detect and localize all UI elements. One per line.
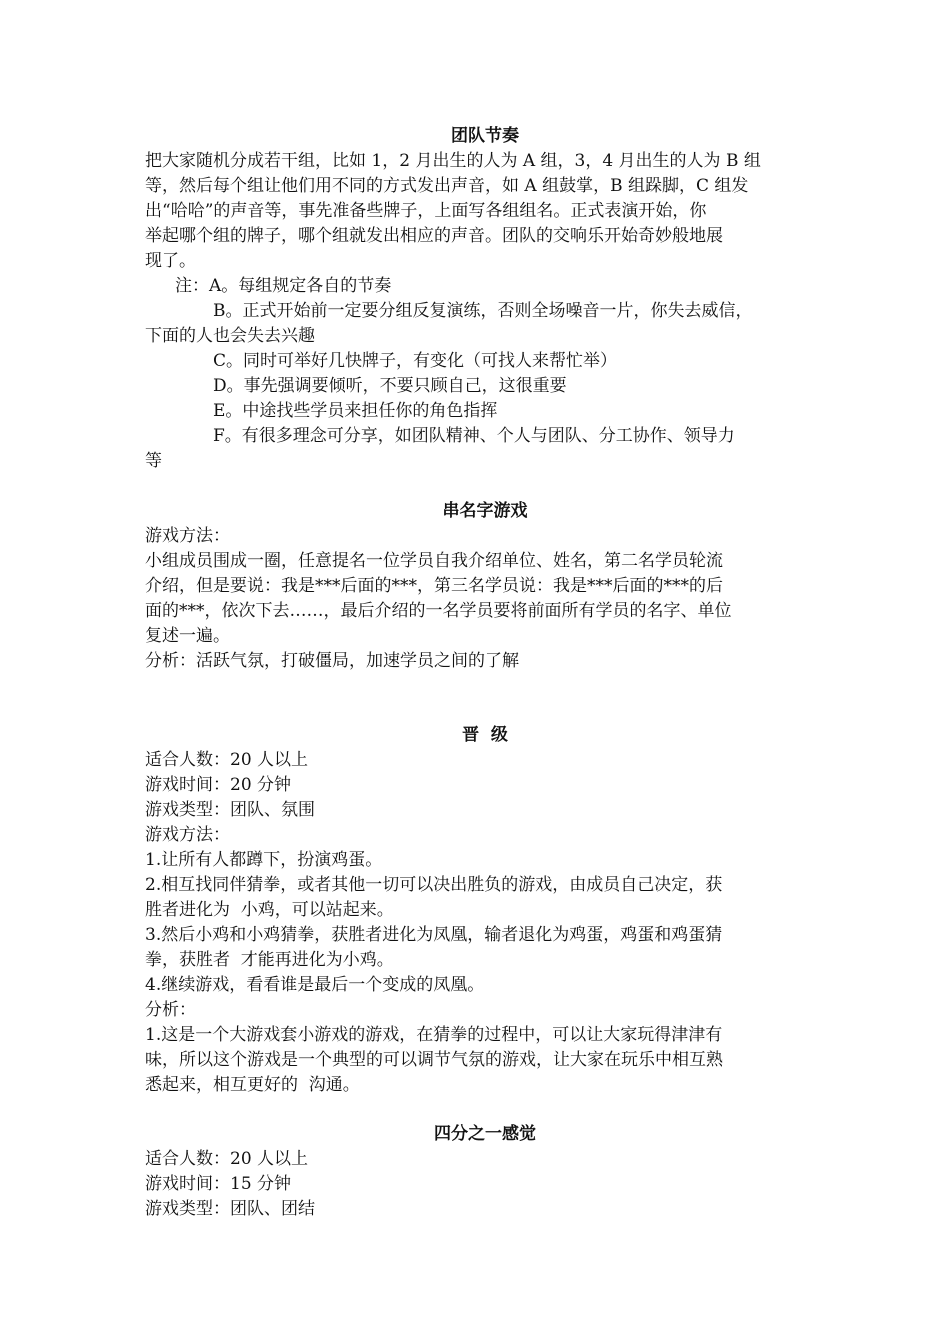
body-line: 举起哪个组的牌子，哪个组就发出相应的声音。团队的交响乐开始奇妙般地展 [145, 226, 723, 246]
body-line: 现了。 [145, 251, 196, 271]
note-f: F。有很多理念可分享，如团队精神、个人与团队、分工协作、领导力 [213, 426, 735, 446]
note-e: E。中途找些学员来担任你的角色指挥 [213, 401, 498, 421]
body-line: 分析： [145, 1000, 196, 1020]
body-line: 味，所以这个游戏是一个典型的可以调节气氛的游戏，让大家在玩乐中相互熟 [145, 1050, 723, 1070]
body-line: 游戏时间：15 分钟 [145, 1174, 292, 1194]
note-b-continued: 下面的人也会失去兴趣 [145, 326, 315, 346]
note-d: D。事先强调要倾听，不要只顾自己，这很重要 [213, 376, 567, 396]
body-line: 胜者进化为 小鸡，可以站起来。 [145, 900, 394, 920]
note-f-continued: 等 [145, 451, 162, 471]
body-line: 悉起来，相互更好的 沟通。 [145, 1075, 360, 1095]
body-line: 面的***，依次下去……，最后介绍的一名学员要将前面所有学员的名字、单位 [145, 601, 732, 621]
section-team-rhythm [145, 124, 825, 474]
body-line: 等，然后每个组让他们用不同的方式发出声音，如 A 组鼓掌，B 组跺脚，C 组发 [145, 176, 749, 196]
section-title: 晋 级 [462, 725, 508, 745]
body-line: 游戏时间：20 分钟 [145, 775, 292, 795]
body-line: 游戏类型：团队、团结 [145, 1199, 315, 1219]
body-line: 1.让所有人都蹲下，扮演鸡蛋。 [145, 850, 383, 870]
body-line: 出“哈哈”的声音等，事先准备些牌子，上面写各组组名。正式表演开始，你 [145, 201, 707, 221]
body-line: 游戏方法： [145, 526, 230, 546]
body-line: 4.继续游戏，看看谁是最后一个变成的凤凰。 [145, 975, 485, 995]
note-b: B。正式开始前一定要分组反复演练，否则全场噪音一片，你失去威信， [213, 301, 753, 321]
body-line: 3.然后小鸡和小鸡猜拳，获胜者进化为凤凰，输者退化为鸡蛋，鸡蛋和鸡蛋猜 [145, 925, 723, 945]
body-line: 把大家随机分成若干组，比如 1，2 月出生的人为 A 组，3，4 月出生的人为 B 组 [145, 151, 761, 171]
section-promotion-game [145, 723, 825, 1098]
body-line: 介绍，但是要说：我是***后面的***，第三名学员说：我是***后面的***的后 [145, 576, 723, 596]
section-quarter-feeling [145, 1122, 825, 1222]
body-line: 分析：活跃气氛，打破僵局，加速学员之间的了解 [145, 651, 519, 671]
body-line: 1.这是一个大游戏套小游戏的游戏，在猜拳的过程中，可以让大家玩得津津有 [145, 1025, 723, 1045]
body-line: 复述一遍。 [145, 626, 230, 646]
body-line: 小组成员围成一圈，任意提名一位学员自我介绍单位、姓名，第二名学员轮流 [145, 551, 723, 571]
section-title: 串名字游戏 [442, 501, 528, 521]
body-line: 适合人数：20 人以上 [145, 750, 309, 770]
note-a: 注：A。每组规定各自的节奏 [175, 276, 392, 296]
section-title: 团队节奏 [451, 126, 519, 146]
body-line: 拳，获胜者 才能再进化为小鸡。 [145, 950, 394, 970]
section-title: 四分之一感觉 [434, 1124, 536, 1144]
body-line: 2.相互找同伴猜拳，或者其他一切可以决出胜负的游戏，由成员自己决定，获 [145, 875, 723, 895]
section-name-chain-game [145, 499, 825, 674]
body-line: 游戏类型：团队、氛围 [145, 800, 315, 820]
note-c: C。同时可举好几快牌子，有变化（可找人来帮忙举） [213, 351, 618, 371]
body-line: 游戏方法： [145, 825, 230, 845]
body-line: 适合人数：20 人以上 [145, 1149, 309, 1169]
